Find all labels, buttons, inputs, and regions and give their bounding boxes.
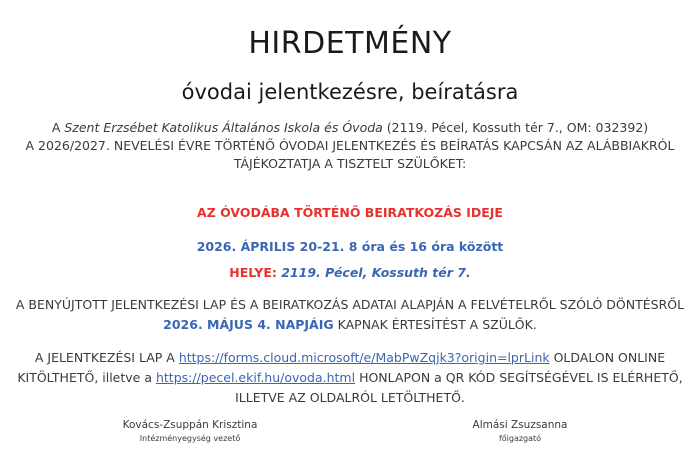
signatory-name: Kovács-Zsuppán Krisztina — [122, 419, 258, 431]
online-line-1: A JELENTKEZÉSI LAP A https://forms.cloud.microsoft/e/MabPwZqjk3?origin=lprLink OLDALON ONLINE — [34, 350, 666, 365]
location-value: 2119. Pécel, Kossuth tér 7. — [276, 265, 471, 280]
signatory-role: Intézményegység vezető — [139, 434, 241, 443]
page-title: HIRDETMÉNY — [248, 26, 452, 61]
online-line-3: ILLETVE AZ OLDALRÓL LETÖLTHETŐ. — [235, 390, 465, 405]
enrollment-heading: AZ ÓVODÁBA TÖRTÉNŐ BEIRATKOZÁS IDEJE — [197, 205, 503, 220]
enrollment-date: 2026. ÁPRILIS 20-21. 8 óra és 16 óra között — [196, 239, 504, 254]
institution-name: Szent Erzsébet Katolikus Általános Iskola és Óvoda — [64, 120, 383, 135]
form-link[interactable]: https://forms.cloud.microsoft/e/MabPwZqjk3?origin=lprLink — [178, 350, 550, 365]
online-line-2: KITÖLTHETŐ, illetve a https://pecel.ekif.hu/ovoda.html HONLAPON a QR KÓD SEGÍTSÉGÉVEL IS ELÉRHETŐ, — [17, 370, 683, 385]
signature-left — [90, 419, 290, 443]
decision-deadline: 2026. MÁJUS 4. NAPJÁIG — [163, 317, 334, 332]
intro-line-1: A Szent Erzsébet Katolikus Általános Iskola és Óvoda (2119. Pécel, Kossuth tér 7., OM: 032392) — [51, 120, 649, 135]
signatory-role: főigazgató — [498, 434, 542, 443]
page-subtitle: óvodai jelentkezésre, beíratásra — [181, 80, 519, 104]
institution-address: (2119. Pécel, Kossuth tér 7., OM: 032392) — [382, 120, 649, 135]
location-label: HELYE: — [229, 265, 277, 280]
signature-right — [420, 419, 620, 443]
decision-line-1: A BENYÚJTOTT JELENTKEZÉSI LAP ÉS A BEIRATKOZÁS ADATAI ALAPJÁN A FELVÉTELRŐL SZÓLÓ DÖNTÉSRŐL — [15, 297, 685, 312]
signatory-name: Almási Zsuzsanna — [472, 419, 568, 431]
enrollment-location — [0, 264, 700, 282]
intro-line-2: A 2026/2027. NEVELÉSI ÉVRE TÖRTÉNŐ ÓVODAI JELENTKEZÉS ÉS BEÍRATÁS KAPCSÁN AZ ALÁBBIAKRÓL — [25, 138, 675, 153]
website-link[interactable]: https://pecel.ekif.hu/ovoda.html — [155, 370, 356, 385]
intro-line-3: TÁJÉKOZTATJA A TISZTELT SZÜLŐKET: — [233, 156, 467, 171]
decision-line-2: 2026. MÁJUS 4. NAPJÁIG KAPNAK ÉRTESÍTÉST A SZÜLŐK. — [163, 317, 537, 332]
